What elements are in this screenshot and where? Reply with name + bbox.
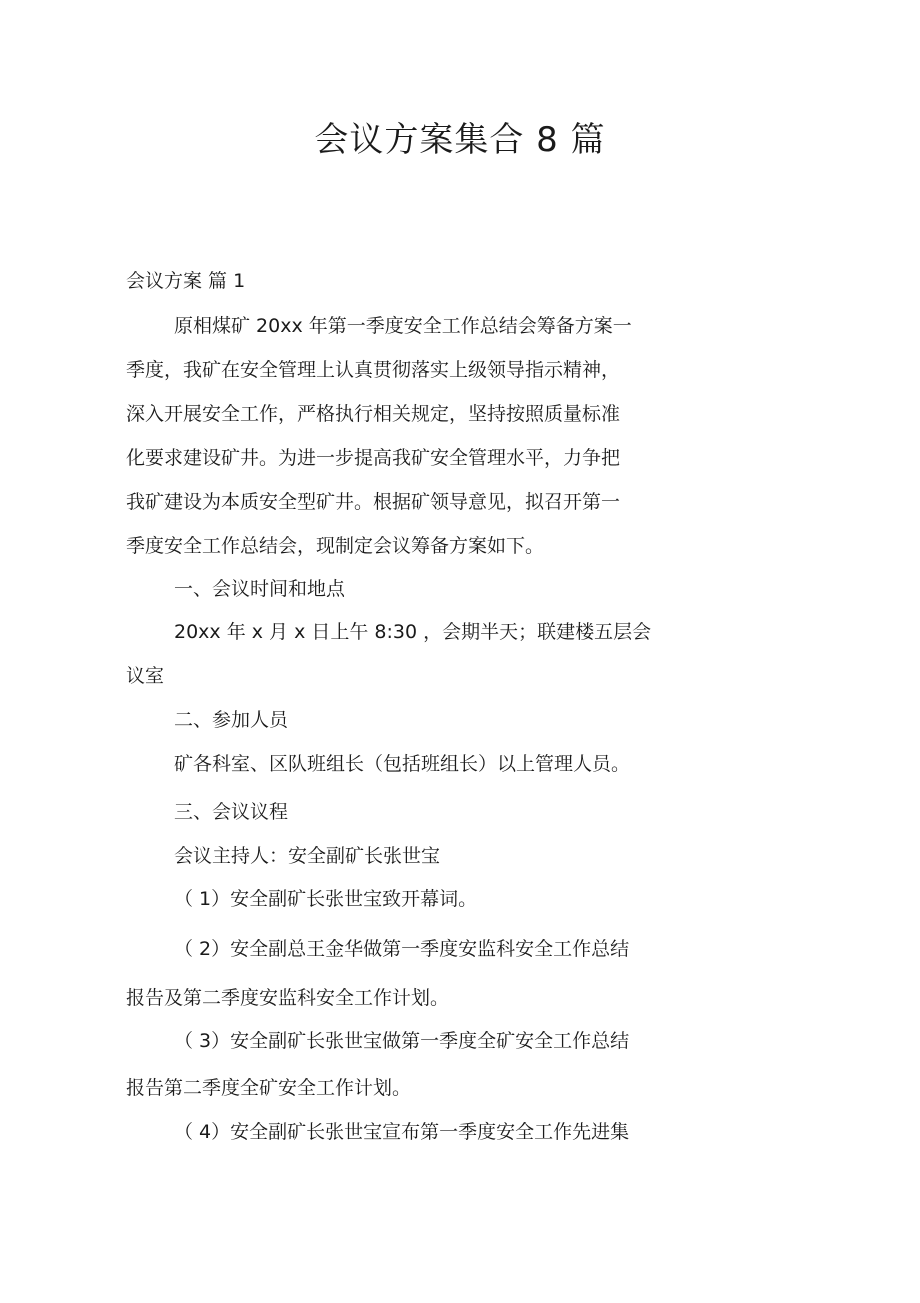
body-line: 季度安全工作总结会，现制定会议筹备方案如下。 [126,535,545,557]
body-line: 会议主持人：安全副矿长张世宝 [174,845,441,867]
body-line: 我矿建设为本质安全型矿井。根据矿领导意见，拟召开第一 [126,491,621,513]
agenda-item: （ 2）安全副总王金华做第一季度安监科安全工作总结 [174,938,630,960]
body-line: 原相煤矿 20xx 年第一季度安全工作总结会筹备方案一 [174,315,632,337]
body-line: 深入开展安全工作，严格执行相关规定，坚持按照质量标准 [126,403,621,425]
body-line: 议室 [126,665,165,687]
section-title-agenda: 三、会议议程 [174,801,289,823]
body-line: 报告及第二季度安监科安全工作计划。 [126,987,450,1009]
agenda-item: （ 4）安全副矿长张世宝宣布第一季度安全工作先进集 [174,1121,630,1143]
agenda-item: （ 1）安全副矿长张世宝致开幕词。 [174,888,478,910]
document-title: 会议方案集合 8 篇 [314,120,606,160]
body-line: 化要求建设矿井。为进一步提高我矿安全管理水平，力争把 [126,447,621,469]
body-line: 20xx 年 x 月 x 日上午 8:30 ，会期半天；联建楼五层会 [174,621,652,643]
body-line: 季度，我矿在安全管理上认真贯彻落实上级领导指示精神， [126,359,621,381]
section-title-time-place: 一、会议时间和地点 [174,578,346,600]
agenda-item: （ 3）安全副矿长张世宝做第一季度全矿安全工作总结 [174,1030,630,1052]
body-line: 矿各科室、区队班组长（包括班组长）以上管理人员。 [174,753,631,775]
section-title-attendees: 二、参加人员 [174,709,289,731]
section-heading: 会议方案 篇 1 [126,270,246,292]
body-line: 报告第二季度全矿安全工作计划。 [126,1077,412,1099]
